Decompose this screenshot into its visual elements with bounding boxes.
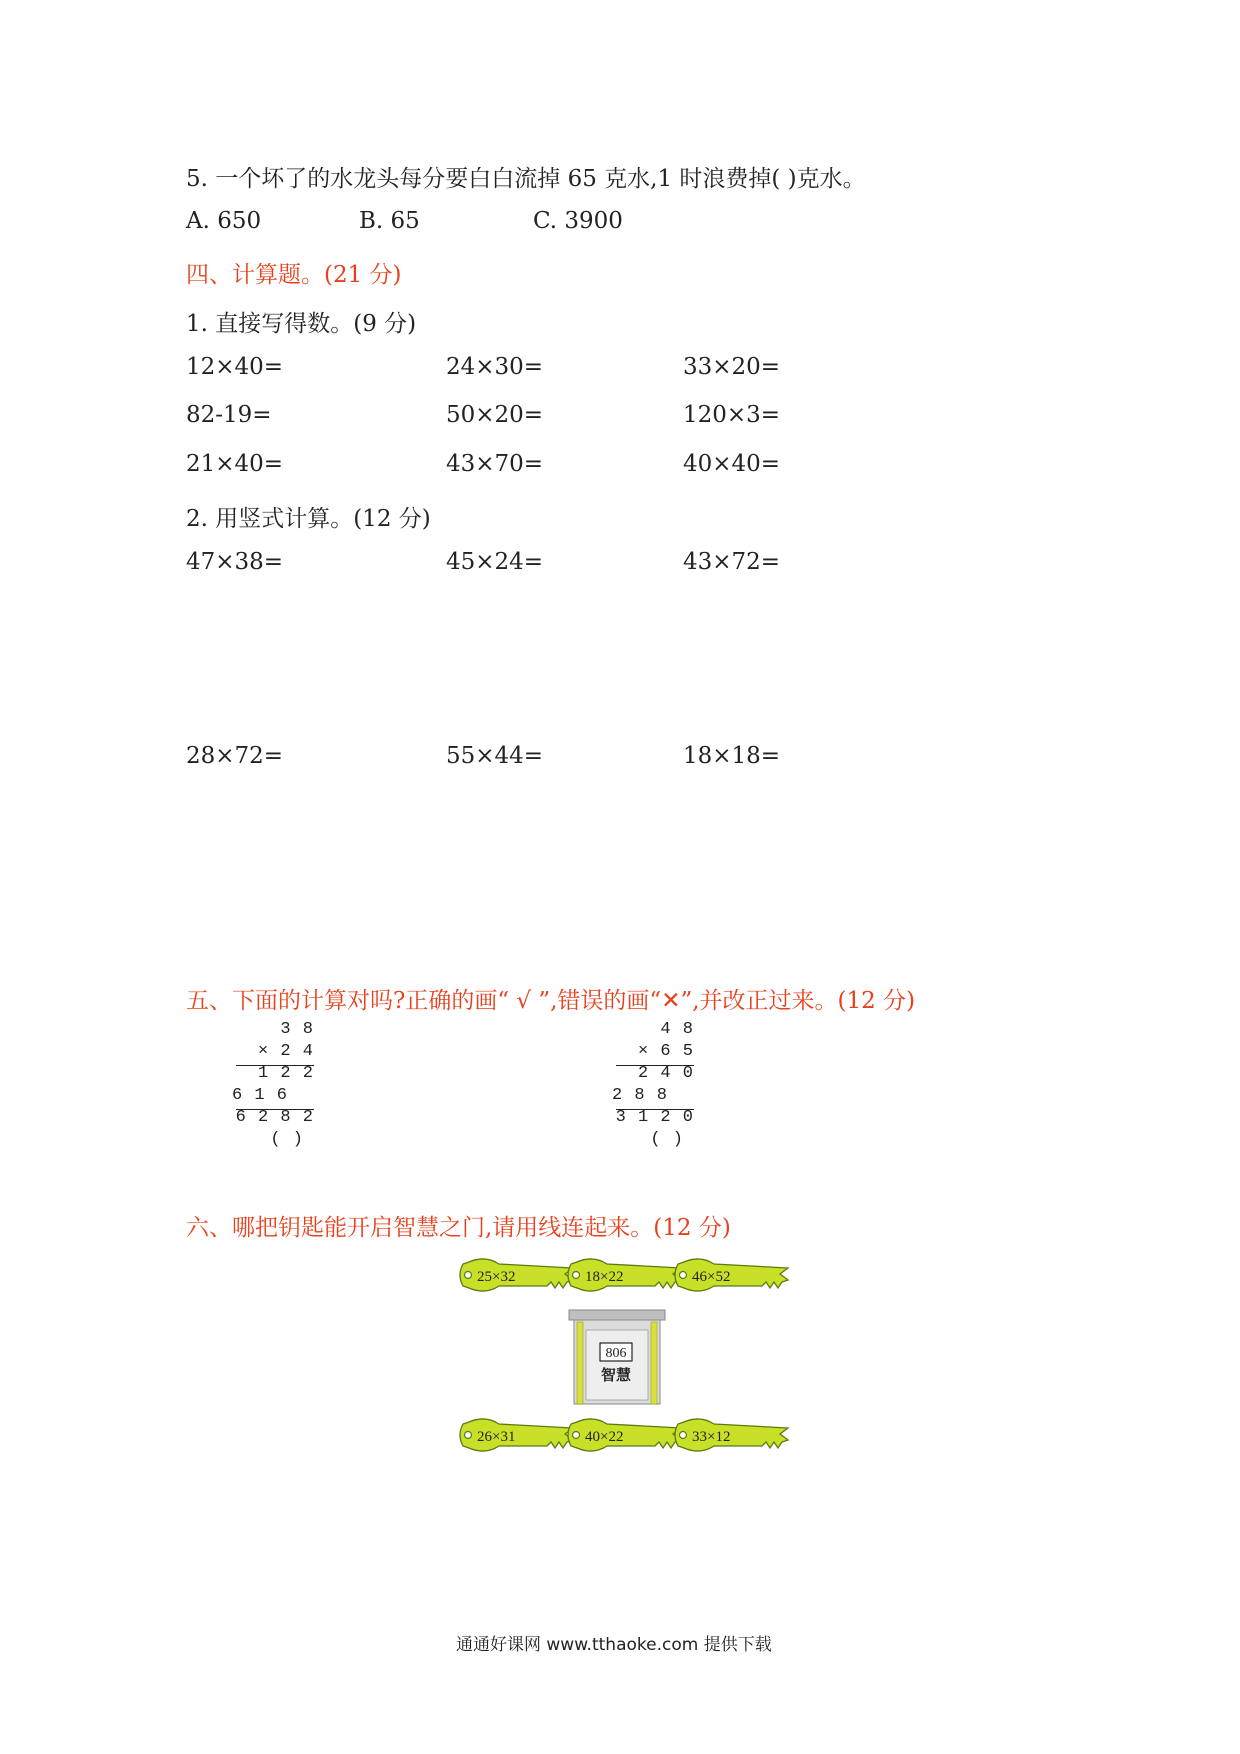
option-c: C. 3900 [533,208,623,234]
keys-and-door-illustration [450,1250,790,1465]
key-bottom-1[interactable] [460,1419,573,1451]
calc-top-number: 3 8 [280,1020,314,1039]
key-top-2[interactable] [568,1259,681,1291]
key-label: 46×52 [692,1269,731,1285]
calc-item: 33×20= [683,354,781,380]
calc-item: 43×70= [446,451,544,477]
vertical-calc-item: 45×24= [446,549,544,575]
calc-partial-2: 2 8 8 [611,1086,668,1105]
wisdom-door[interactable] [569,1310,665,1404]
calc-partial-1: 1 2 2 [257,1064,314,1083]
key-label: 26×31 [477,1429,516,1445]
calc-partial-1: 2 4 0 [637,1064,694,1083]
vertical-calc-item: 28×72= [186,743,284,769]
calc-top-number: 4 8 [660,1020,694,1039]
calc-item: 50×20= [446,402,544,428]
vertical-calc-item: 55×44= [446,743,544,769]
calc-item: 40×40= [683,451,781,477]
option-a: A. 650 [186,208,262,234]
key-label: 33×12 [692,1429,731,1445]
door-label: 智慧 [600,1368,632,1384]
calc-item: 21×40= [186,451,284,477]
vertical-calc-item: 43×72= [683,549,781,575]
part-1-title: 1. 直接写得数。(9 分) [186,311,417,337]
part-2-title: 2. 用竖式计算。(12 分) [186,506,431,532]
calc-result: 6 2 8 2 [235,1108,314,1127]
calc-multiplier: × 6 5 [637,1042,694,1061]
calc-item: 12×40= [186,354,284,380]
answer-blank[interactable]: ( ) [650,1130,684,1149]
section-5-title: 五、下面的计算对吗?正确的画“ √ ”,错误的画“✕”,并改正过来。(12 分) [186,988,916,1014]
section-4-title: 四、计算题。(21 分) [186,262,402,288]
key-label: 40×22 [585,1429,624,1445]
answer-blank[interactable]: ( ) [270,1130,304,1149]
calc-result: 3 1 2 0 [615,1108,694,1127]
vertical-calculation-1 [228,1020,328,1150]
vertical-calculation-2 [608,1020,708,1150]
key-bottom-3[interactable] [675,1419,788,1451]
key-bottom-2[interactable] [568,1419,681,1451]
vertical-calc-item: 47×38= [186,549,284,575]
key-label: 25×32 [477,1269,516,1285]
calc-multiplier: × 2 4 [257,1042,314,1061]
section-6-title: 六、哪把钥匙能开启智慧之门,请用线连起来。(12 分) [186,1215,731,1241]
vertical-calc-item: 18×18= [683,743,781,769]
calc-item: 24×30= [446,354,544,380]
option-b: B. 65 [359,208,420,234]
key-top-1[interactable] [460,1259,573,1291]
door-number: 806 [605,1346,627,1361]
question-5: 5. 一个坏了的水龙头每分要白白流掉 65 克水,1 时浪费掉( )克水。 [186,166,866,192]
key-top-3[interactable] [675,1259,788,1291]
calc-item: 120×3= [683,402,781,428]
calc-partial-2: 6 1 6 [231,1086,288,1105]
page-footer: 通通好课网 www.tthaoke.com 提供下载 [456,1635,772,1655]
key-label: 18×22 [585,1269,624,1285]
calc-item: 82-19= [186,402,272,428]
